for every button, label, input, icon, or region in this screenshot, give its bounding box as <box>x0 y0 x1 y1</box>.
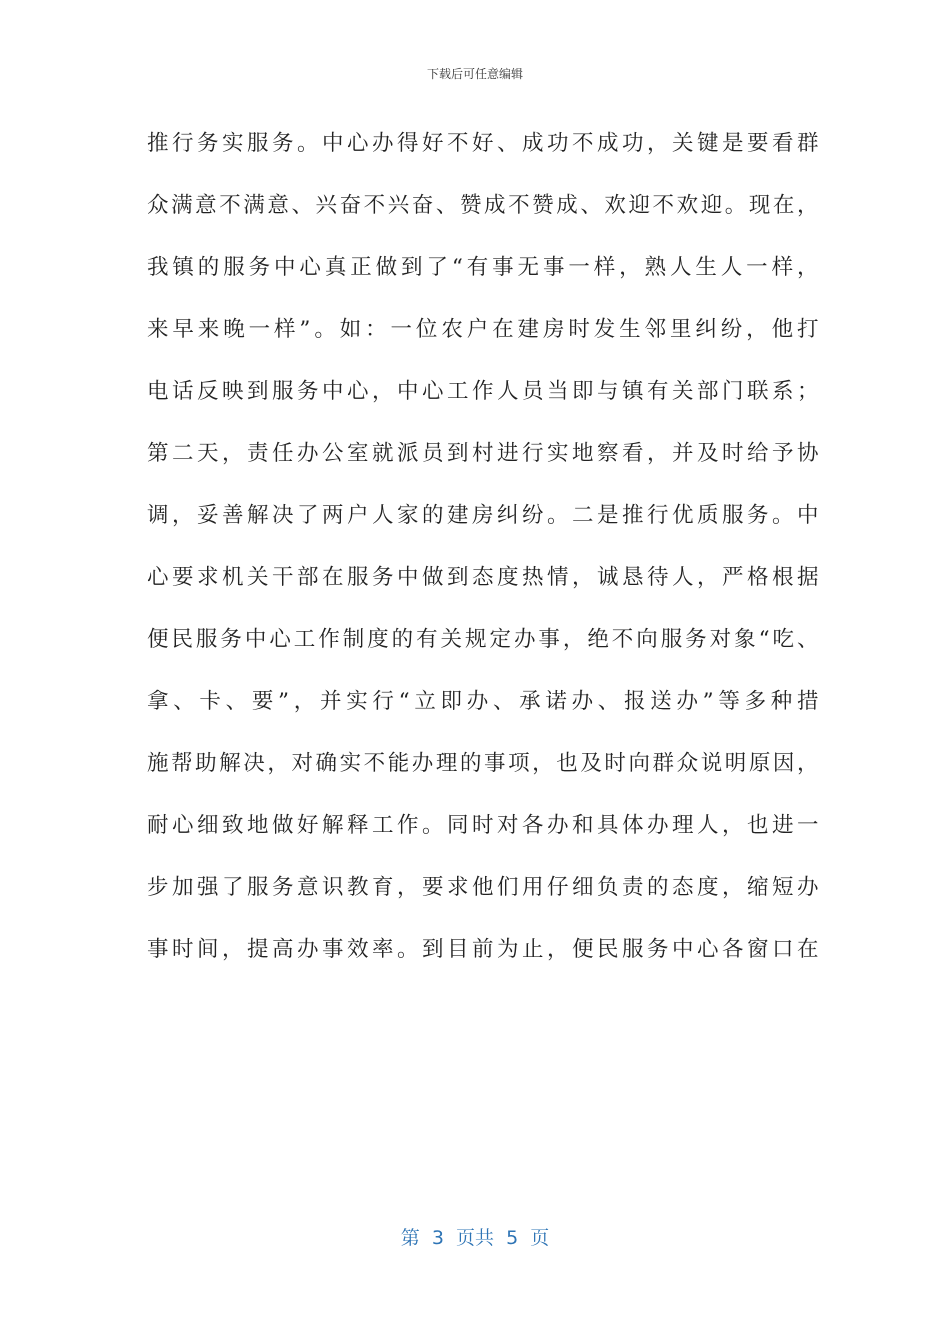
page-number-footer: 第 3 页共 5 页 <box>400 1227 550 1249</box>
body-line: 我镇的服务中心真正做到了“有事无事一样，熟人生人一样， <box>147 255 819 280</box>
body-line: 施帮助解决，对确实不能办理的事项，也及时向群众说明原因， <box>147 751 819 776</box>
body-line: 心要求机关干部在服务中做到态度热情，诚恳待人，严格根据 <box>147 565 819 590</box>
body-line: 推行务实服务。中心办得好不好、成功不成功，关键是要看群 <box>147 131 819 156</box>
body-line: 众满意不满意、兴奋不兴奋、赞成不赞成、欢迎不欢迎。现在， <box>147 193 819 218</box>
body-line: 事时间，提高办事效率。到目前为止，便民服务中心各窗口在 <box>147 937 819 962</box>
page-header: 下载后可任意编辑 <box>426 67 523 81</box>
body-line: 步加强了服务意识教育，要求他们用仔细负责的态度，缩短办 <box>147 875 819 900</box>
body-line: 来早来晚一样”。如：一位农户在建房时发生邻里纠纷，他打 <box>147 317 819 342</box>
body-line: 耐心细致地做好解释工作。同时对各办和具体办理人，也进一 <box>147 813 819 838</box>
body-line: 便民服务中心工作制度的有关规定办事，绝不向服务对象“吃、 <box>147 627 819 652</box>
body-line: 第二天，责任办公室就派员到村进行实地察看，并及时给予协 <box>147 441 819 466</box>
body-line: 电话反映到服务中心，中心工作人员当即与镇有关部门联系； <box>147 379 819 404</box>
body-line: 调，妥善解决了两户人家的建房纠纷。二是推行优质服务。中 <box>147 503 819 528</box>
body-line: 拿、卡、要”，并实行“立即办、承诺办、报送办”等多种措 <box>147 689 819 714</box>
document-body <box>147 124 819 992</box>
